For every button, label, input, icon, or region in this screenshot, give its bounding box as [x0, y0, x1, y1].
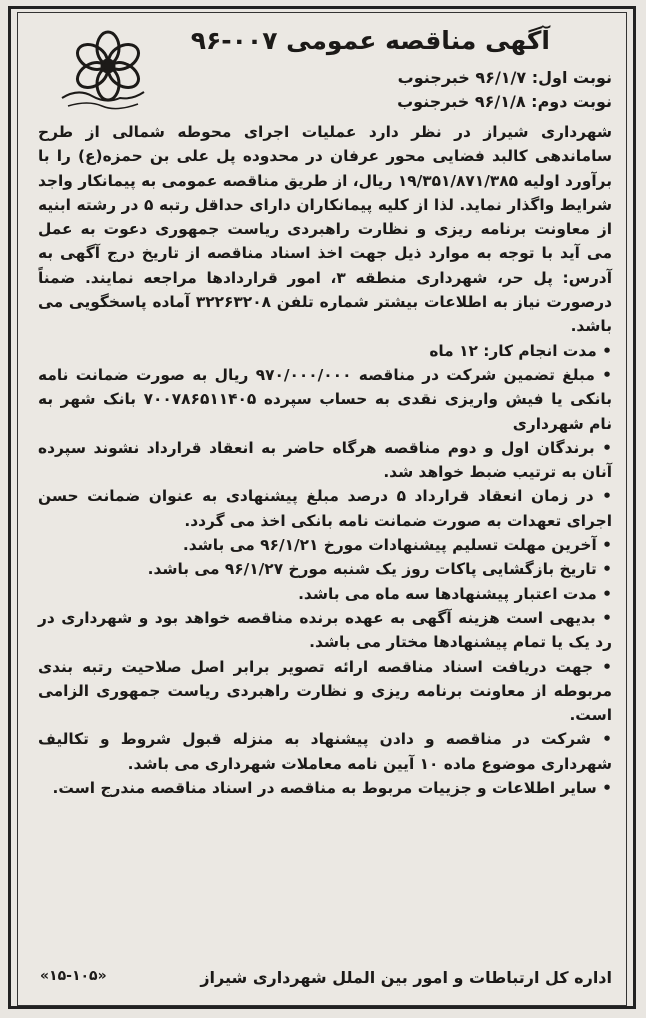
- first-publication-date: نوبت اول: ۹۶/۱/۷ خبرجنوب: [397, 68, 612, 87]
- notice-body: [38, 120, 612, 800]
- list-item: • تاریخ بازگشایی پاکات روز یک شنبه مورخ ۹۶/۱/۲۷ می باشد.: [38, 557, 612, 581]
- department-signature: اداره کل ارتباطات و امور بین الملل شهرداری شیراز: [200, 968, 612, 987]
- list-item: • بدیهی است هزینه آگهی به عهده برنده مناقصه خواهد بود و شهرداری در رد یک یا تمام پیشنهادها مختار می باشد.: [38, 606, 612, 655]
- intro-paragraph: شهرداری شیراز در نظر دارد عملیات اجرای محوطه شمالی از طرح ساماندهی کالبد فضایی محور عرفان در محدوده پل علی بن حمزه(ع) را با برآورد اولیه ۱۹/۳۵۱/۸۷۱/۳۸۵ ریال، از طریق مناقصه عمومی به پیمانکار واجد شرایط واگذار نماید. لذا از کلیه پیمانکاران دارای حداقل رتبه ۵ در رشته ابنیه از معاونت برنامه ریزی و نظارت راهبردی ریاست جمهوری دعوت به عمل می آید با توجه به موارد ذیل جهت اخذ اسناد مناقصه از تاریخ درج آگهی به آدرس: پل حر، شهرداری منطقه ۳، امور قراردادها مراجعه نمایند. ضمناً درصورت نیاز به اطلاعات بیشتر شماره تلفن ۳۲۲۶۳۲۰۸ آماده پاسخگویی می باشد.: [38, 123, 612, 336]
- list-item: • مبلغ تضمین شرکت در مناقصه ۹۷۰/۰۰۰/۰۰۰ ریال به صورت ضمانت نامه بانکی یا فیش واریزی نقدی به حساب سپرده ۷۰۰۷۸۶۵۱۱۴۰۵ بانک شهر به نام شهرداری: [38, 363, 612, 436]
- list-item: • برندگان اول و دوم مناقصه هرگاه حاضر به انعقاد قرارداد نشوند سپرده آنان به ترتیب ضبط خواهد شد.: [38, 436, 612, 485]
- list-item: • جهت دریافت اسناد مناقصه ارائه تصویر برابر اصل صلاحیت رتبه بندی مربوطه از معاونت برنامه ریزی و نظارت راهبردی ریاست جمهوری الزامی است.: [38, 655, 612, 728]
- list-item: • آخرین مهلت تسلیم پیشنهادات مورخ ۹۶/۱/۲۱ می باشد.: [38, 533, 612, 557]
- notice-code: «۱۵-۱۰۵»: [40, 968, 107, 984]
- second-publication-date: نوبت دوم: ۹۶/۱/۸ خبرجنوب: [397, 92, 612, 111]
- list-item: • مدت اعتبار پیشنهادها سه ماه می باشد.: [38, 582, 612, 606]
- shiraz-municipality-logo-icon: [58, 28, 150, 114]
- list-item: • در زمان انعقاد قرارداد ۵ درصد مبلغ پیشنهادی به عنوان ضمانت حسن اجرای تعهدات به صورت ضمانت نامه بانکی اخذ می گردد.: [38, 484, 612, 533]
- list-item: • شرکت در مناقصه و دادن پیشنهاد به منزله قبول شروط و تکالیف شهرداری موضوع ماده ۱۰ آیین نامه معاملات شهرداری می باشد.: [38, 727, 612, 776]
- list-item: • مدت انجام کار: ۱۲ ماه: [38, 339, 612, 363]
- notice-title: آگهی مناقصه عمومی ۰۰۷-۹۶: [190, 26, 550, 55]
- list-item: • سایر اطلاعات و جزییات مربوط به مناقصه در اسناد مناقصه مندرج است.: [38, 776, 612, 800]
